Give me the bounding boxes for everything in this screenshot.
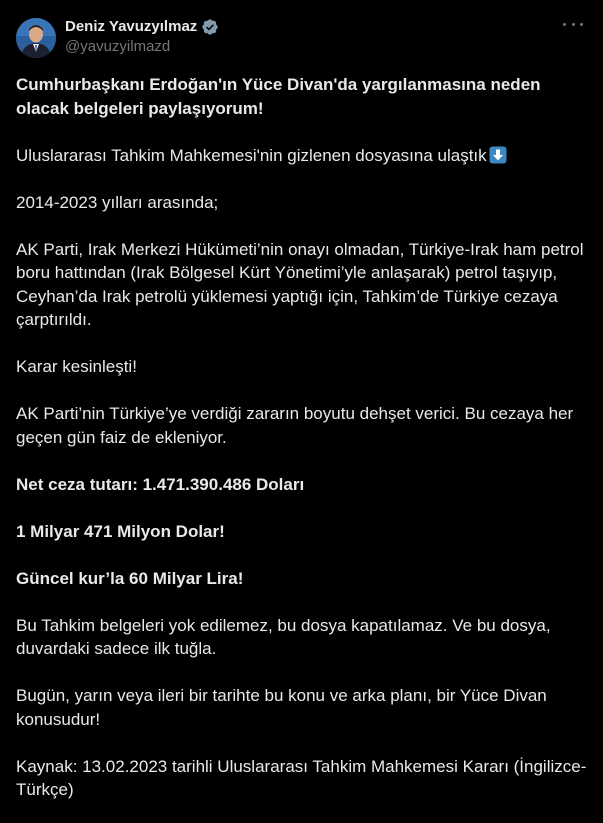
name-row <box>65 16 219 37</box>
tweet-paragraph <box>16 144 588 168</box>
author-names <box>65 16 219 57</box>
display-name[interactable]: Deniz Yavuzyılmaz <box>65 18 198 35</box>
tweet-header <box>16 12 587 60</box>
more-dot <box>572 23 575 26</box>
tweet-line: Uluslararası Tahkim Mahkemesi'nin gizlenen dosyasına ulaştık <box>16 145 487 165</box>
verified-badge-icon[interactable] <box>201 18 219 36</box>
more-horizontal-icon[interactable] <box>563 20 583 28</box>
more-dot <box>563 23 566 26</box>
tweet-headline: Cumhurbaşkanı Erdoğan'ın Yüce Divan'da yargılanmasına neden olacak belgeleri paylaşıyorum! <box>16 75 541 118</box>
tweet-paragraph: Güncel kur’la 60 Milyar Lira! <box>16 568 244 588</box>
tweet-paragraph: Net ceza tutarı: 1.471.390.486 Doları <box>16 474 305 494</box>
tweet-paragraph: 1 Milyar 471 Milyon Dolar! <box>16 521 225 541</box>
tweet-paragraph: AK Parti’nin Türkiye’ye verdiği zararın boyutu dehşet verici. Bu cezaya her geçen gün faiz de ekleniyor. <box>16 404 574 447</box>
down-arrow-emoji-icon <box>489 146 507 164</box>
tweet-paragraph: Karar kesinleşti! <box>16 357 137 376</box>
avatar-image <box>16 18 56 58</box>
tweet-paragraph: 2014-2023 yılları arasında; <box>16 192 219 212</box>
tweet-paragraph: Kaynak: 13.02.2023 tarihli Uluslararası Tahkim Mahkemesi Kararı (İngilizce-Türkçe) <box>16 756 587 799</box>
avatar[interactable] <box>16 18 56 58</box>
handle[interactable]: @yavuzyilmazd <box>65 38 171 55</box>
tweet-paragraph: Bugün, yarın veya ileri bir tarihte bu konu ve arka planı, bir Yüce Divan konusudur! <box>16 686 547 729</box>
tweet-paragraph: AK Parti, Irak Merkezi Hükümeti’nin onayı olmadan, Türkiye-Irak ham petrol boru hattından (Irak Bölgesel Kürt Yönetimi’yle anlaşarak) petrol taşıyıp, Ceyhan’da Irak petrolü yüklemesi yaptığı için, Tahkim’de Türkiye cezaya çarptırıldı. <box>16 239 584 329</box>
tweet-text <box>16 73 588 802</box>
tweet-paragraph: Bu Tahkim belgeleri yok edilemez, bu dosya kapatılamaz. Ve bu dosya, duvardaki sadece ilk tuğla. <box>16 615 551 658</box>
more-dot <box>580 23 583 26</box>
